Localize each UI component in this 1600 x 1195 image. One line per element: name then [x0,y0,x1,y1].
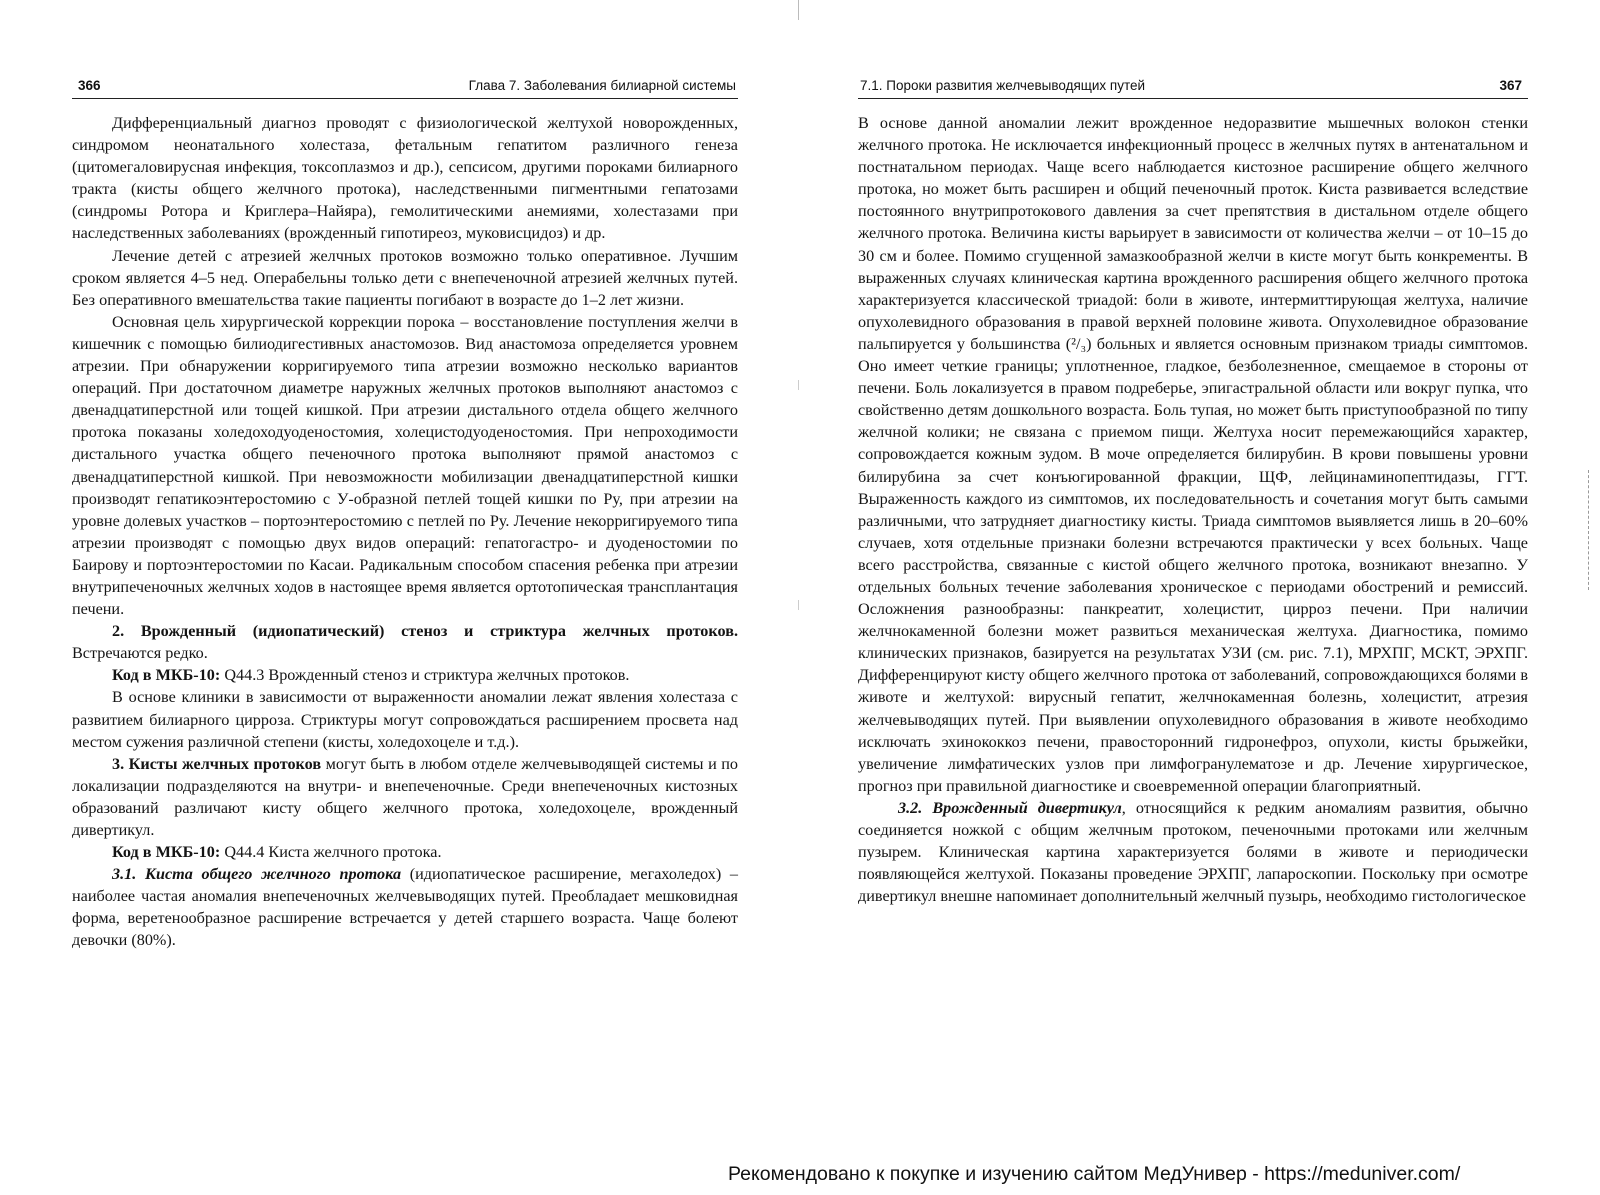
left-page [72,0,738,1150]
subsection-heading: 3.1. Киста общего желчного протока [112,865,402,884]
icd-code: Код в МКБ-10: Q44.3 Врожденный стеноз и стриктура желчных протоков. [112,666,630,685]
heading-paragraph: 2. Врожденный (идиопатический) стеноз и стриктура желчных протоков. Встречаются редко. [72,622,738,663]
heading-paragraph: 3.2. Врожденный дивертикул, относящийся к редким аномалиям развития, обычно соединяется ножкой с общим желчным протоком, печеночными протоками или желчным пузырем. Клиническая картина характеризуется болями в животе и периодически появляющейся желтухой. Показаны проведение ЭРХПГ, лапароскопии. Поскольку при осмотре дивертикул внешне напоминает дополнительный желчный пузырь, необходимо гистологическое [858,798,1529,906]
paragraph: Основная цель хирургической коррекции порока – восстановление поступления желчи в кишечник с помощью билиодигестивных анастомозов. Вид анастомоза определяется уровнем атрезии. При обнаружении корригируемого типа атрезии возможно несколько вариантов операций. При достаточном диаметре наружных желчных протоков выполняют анастомоз с двенадцатиперстной или тощей кишкой. При атрезии дистального отдела общего желчного протока показаны холедоходуоденостомия, холецистодуоденостомия. При непроходимости дистального участка общего печеночного протока выполняют прямой анастомоз с двенадцатиперстной кишкой. При невозможности мобилизации двенадцатиперстной кишки производят гепатикоэнтеростомию с У-образной петлей тощей кишки по Ру, при атрезии на уровне долевых участков – портоэнтеростомию с петлей по Ру. Лечение некорригируемого типа атрезии производят с помощью двух видов операций: гепатогастро- и дуоденостомии по Баирову и портоэнтеростомии по Касаи. Радикальным способом спасения ребенка при атрезии внутрипеченочных желчных ходов в настоящее время является ортотопическая трансплантация печени. [72,312,738,619]
right-page [858,0,1528,1150]
subsection-heading: 3.2. Врожденный дивертикул [898,798,1122,817]
paragraph: В основе клиники в зависимости от выраженности аномалии лежат явления холестаза с развитием билиарного цирроза. Стриктуры могут сопровождаться расширением просвета над местом сужения различной степени (кисты, холедохоцеле и т.д.). [72,688,738,751]
heading-paragraph: 3.1. Киста общего желчного протока (идиопатическое расширение, мегахоледох) – наиболее частая аномалия внепеченочных желчевыводящих путей. Преобладает мешковидная форма, веретенообразное расширение встречается у детей старшего возраста. Чаще болеют девочки (80%). [72,865,738,950]
icd-code: Код в МКБ-10: Q44.4 Киста желчного протока. [112,843,442,862]
left-page-body [72,112,738,952]
page-number: 367 [1499,78,1522,93]
page-edge-marks [1588,470,1590,590]
chapter-title: Глава 7. Заболевания билиарной системы [468,78,736,93]
heading-paragraph: 3. Кисты желчных протоков могут быть в любом отделе желчевыводящей системы и по локализации подразделяются на внутри- и внепеченочные. Среди внепеченочных кистозных образований различают кисту общего желчного протока, холедохоцеле, врожденный дивертикул. [72,754,739,839]
paragraph: Дифференциальный диагноз проводят с физиологической желтухой новорожденных, синдромом неонатального холестаза, фетальным гепатитом различного генеза (цитомегаловирусная инфекция, токсоплазмоз и др.), сепсисом, другими пороками билиарного тракта (кисты общего желчного протока), наследственными пигментными гепатозами (синдромы Ротора и Криглера–Найяра), гемолитическими анемиями, холестазами при наследственных заболеваниях (врожденный гипотиреоз, муковисцидоз) и др. [72,114,738,243]
paragraph: В основе данной аномалии лежит врожденное недоразвитие мышечных волокон стенки желчного протока. Не исключается инфекционный процесс в желчных путях в антенатальном и постнатальном периодах. Чаще всего наблюдается кистозное расширение общего желчного протока, но может быть расширен и общий печеночный проток. Киста развивается вследствие постоянного внутрипротокового давления за счет препятствия в дистальном отделе общего желчного протока. Величина кисты варьирует в зависимости от количества желчи – от 10–15 до 30 см и более. Помимо сгущенной замазкообразной желчи в кисте могут быть конкременты. В выраженных случаях клиническая картина врожденного расширения общего желчного протока характеризуется классической триадой: боли в животе, интермиттирующая желтуха, наличие опухолевидного образования в правой верхней половине живота. Опухолевидное образование пальпируется у большинства (²/₃) больных и является основным признаком триады симптомов. Оно имеет четкие границы; уплотненное, гладкое, безболезненное, смещаемое в стороны от печени. Боль локализуется в правом подреберье, эпигастральной области или вокруг пупка, что свойственно детям дошкольного возраста. Боль тупая, но может быть приступообразной по типу желчной колики; не связана с приемом пищи. Желтуха носит перемежающийся характер, сопровождается кожным зудом. В моче определяется билирубин. В крови повышены уровни билирубина за счет конъюгированной фракции, ЩФ, лейцинаминопептидазы, ГГТ. Выраженность каждого из симптомов, их последовательность и сочетания могут быть самыми различными, что затрудняет диагностику кисты. Триада симптомов выявляется лишь в 20–60% случаев, хотя отдельные признаки болезни встречаются практически у всех больных. Чаще всего расстройства, связанные с кистой общего желчного протока, возникают внезапно. У отдельных больных течение заболевания хроническое с периодами обострений и ремиссий. Осложнения разнообразны: панкреатит, холецистит, цирроз печени. При наличии желчнокаменной болезни может развиться механическая желтуха. Диагностика, помимо клинических признаков, базируется на результатах УЗИ (см. рис. 7.1), МРХПГ, МСКТ, ЭРХПГ. Дифференцируют кисту общего желчного протока от заболеваний, сопровождающихся болями в животе и желтухой: вирусный гепатит, желчнокаменная болезнь, холецистит, атрезия желчевыводящих путей. При выявлении опухолевидного образования в животе необходимо исключать эхинококкоз печени, правосторонний гидронефроз, опухоли, кисты брыжейки, увеличение лимфатических узлов при лимфогранулематозе и др. Лечение хирургическое, прогноз при правильной диагностике и своевременной операции благоприятный. [858,114,1528,795]
right-page-body [858,112,1528,907]
paragraph: Лечение детей с атрезией желчных протоков возможно только оперативное. Лучшим сроком является 4–5 нед. Операбельны только дети с внепеченочной атрезией желчных путей. Без оперативного вмешательства такие пациенты погибают в возрасте до 1–2 лет жизни. [72,246,738,309]
book-gutter [798,0,799,1150]
section-heading: 3. Кисты желчных протоков [112,754,322,773]
running-head-left [72,78,738,99]
footer-watermark: Рекомендовано к покупке и изучению сайтом МедУнивер - https://meduniver.com/ [728,1163,1461,1185]
section-title: 7.1. Пороки развития желчевыводящих путей [860,78,1146,93]
page-number: 366 [78,78,101,93]
running-head-right [858,78,1528,99]
section-heading: 2. Врожденный (идиопатический) стеноз и стриктура желчных протоков. [112,622,738,641]
